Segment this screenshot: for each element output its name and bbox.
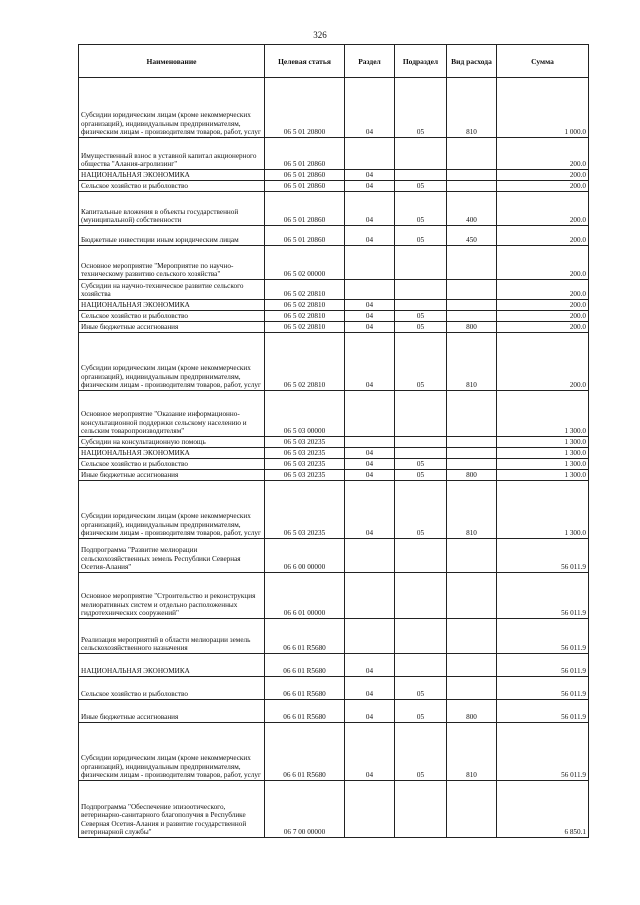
row-subsection: 05 bbox=[395, 311, 447, 322]
row-expense-type bbox=[447, 311, 497, 322]
row-section bbox=[345, 391, 395, 437]
row-name: Имущественный взнос в уставной капитал акционерного общества "Алания-агролизинг" bbox=[79, 138, 265, 170]
row-amount: 56 011.9 bbox=[497, 573, 589, 619]
table-row bbox=[79, 723, 589, 781]
table-row bbox=[79, 619, 589, 654]
row-section: 04 bbox=[345, 448, 395, 459]
row-name: Подпрограмма "Развитие мелиорации сельскохозяйственных земель Республики Северная Осетия-Алания" bbox=[79, 539, 265, 573]
row-expense-type bbox=[447, 391, 497, 437]
row-subsection bbox=[395, 539, 447, 573]
row-amount: 200.0 bbox=[497, 333, 589, 391]
row-amount: 6 850.1 bbox=[497, 781, 589, 838]
row-section: 04 bbox=[345, 459, 395, 470]
table-row bbox=[79, 246, 589, 280]
row-expense-type bbox=[447, 539, 497, 573]
row-amount: 1 000.0 bbox=[497, 78, 589, 138]
row-code: 06 5 02 20810 bbox=[265, 333, 345, 391]
row-subsection bbox=[395, 573, 447, 619]
row-subsection: 05 bbox=[395, 333, 447, 391]
row-name: НАЦИОНАЛЬНАЯ ЭКОНОМИКА bbox=[79, 448, 265, 459]
row-amount: 200.0 bbox=[497, 246, 589, 280]
table-row bbox=[79, 481, 589, 539]
row-section: 04 bbox=[345, 723, 395, 781]
row-code: 06 7 00 00000 bbox=[265, 781, 345, 838]
row-code: 06 5 01 20860 bbox=[265, 226, 345, 246]
row-amount: 200.0 bbox=[497, 280, 589, 300]
row-expense-type bbox=[447, 437, 497, 448]
row-section: 04 bbox=[345, 226, 395, 246]
table-row bbox=[79, 181, 589, 192]
row-code: 06 5 03 20235 bbox=[265, 459, 345, 470]
header-name: Наименование bbox=[79, 45, 265, 78]
row-section bbox=[345, 280, 395, 300]
row-amount: 1 300.0 bbox=[497, 437, 589, 448]
table-row bbox=[79, 138, 589, 170]
row-name: Основное мероприятие "Мероприятие по научно-техническому развитию сельского хозяйства" bbox=[79, 246, 265, 280]
row-expense-type bbox=[447, 300, 497, 311]
table-row bbox=[79, 170, 589, 181]
row-name: Сельское хозяйство и рыболовство bbox=[79, 311, 265, 322]
table-row bbox=[79, 700, 589, 723]
row-section: 04 bbox=[345, 311, 395, 322]
row-expense-type: 800 bbox=[447, 700, 497, 723]
row-code: 06 5 02 20810 bbox=[265, 280, 345, 300]
row-name: Сельское хозяйство и рыболовство bbox=[79, 181, 265, 192]
row-name: Субсидии на консультационную помощь bbox=[79, 437, 265, 448]
row-amount: 1 300.0 bbox=[497, 459, 589, 470]
row-amount: 1 300.0 bbox=[497, 391, 589, 437]
row-section: 04 bbox=[345, 170, 395, 181]
row-amount: 1 300.0 bbox=[497, 470, 589, 481]
row-subsection bbox=[395, 391, 447, 437]
row-code: 06 5 03 00000 bbox=[265, 391, 345, 437]
row-subsection bbox=[395, 619, 447, 654]
header-section: Раздел bbox=[345, 45, 395, 78]
table-row bbox=[79, 539, 589, 573]
row-expense-type bbox=[447, 280, 497, 300]
row-code: 06 5 03 20235 bbox=[265, 448, 345, 459]
row-expense-type bbox=[447, 170, 497, 181]
table-row bbox=[79, 470, 589, 481]
row-section: 04 bbox=[345, 300, 395, 311]
header-code: Целевая статья bbox=[265, 45, 345, 78]
table-row bbox=[79, 654, 589, 677]
table-row bbox=[79, 781, 589, 838]
table-row bbox=[79, 437, 589, 448]
row-amount: 200.0 bbox=[497, 322, 589, 333]
row-code: 06 5 03 20235 bbox=[265, 470, 345, 481]
row-section: 04 bbox=[345, 192, 395, 226]
row-section: 04 bbox=[345, 322, 395, 333]
row-name: Иные бюджетные ассигнования bbox=[79, 470, 265, 481]
row-expense-type bbox=[447, 448, 497, 459]
row-amount: 56 011.9 bbox=[497, 619, 589, 654]
row-name: Капитальные вложения в объекты государственной (муниципальной) собственности bbox=[79, 192, 265, 226]
row-expense-type: 810 bbox=[447, 723, 497, 781]
row-name: Подпрограмма "Обеспечение эпизоотического, ветеринарно-санитарного благополучия в Республике Северная Осетия-Алания и развитие государственной ветеринарной службы" bbox=[79, 781, 265, 838]
row-name: Иные бюджетные ассигнования bbox=[79, 700, 265, 723]
row-code: 06 6 01 R5680 bbox=[265, 619, 345, 654]
table-row bbox=[79, 448, 589, 459]
row-amount: 56 011.9 bbox=[497, 677, 589, 700]
row-expense-type bbox=[447, 654, 497, 677]
header-subsection: Подраздел bbox=[395, 45, 447, 78]
row-code: 06 5 02 20810 bbox=[265, 322, 345, 333]
row-section bbox=[345, 781, 395, 838]
row-expense-type: 810 bbox=[447, 333, 497, 391]
row-name: Сельское хозяйство и рыболовство bbox=[79, 677, 265, 700]
row-code: 06 5 02 20810 bbox=[265, 311, 345, 322]
row-expense-type: 400 bbox=[447, 192, 497, 226]
row-code: 06 6 01 R5680 bbox=[265, 700, 345, 723]
row-name: Бюджетные инвестиции иным юридическим лицам bbox=[79, 226, 265, 246]
row-amount: 1 300.0 bbox=[497, 448, 589, 459]
row-name: Иные бюджетные ассигнования bbox=[79, 322, 265, 333]
row-expense-type: 800 bbox=[447, 470, 497, 481]
row-name: Реализация мероприятий в области мелиорации земель сельскохозяйственного назначения bbox=[79, 619, 265, 654]
row-section bbox=[345, 539, 395, 573]
row-amount: 200.0 bbox=[497, 226, 589, 246]
row-code: 06 5 01 20860 bbox=[265, 181, 345, 192]
table-row bbox=[79, 226, 589, 246]
row-name: Субсидии юридическим лицам (кроме некоммерческих организаций), индивидуальным предпринимателям, физическим лицам - производителям товаров, работ, услуг bbox=[79, 78, 265, 138]
row-subsection bbox=[395, 654, 447, 677]
row-name: Субсидии юридическим лицам (кроме некоммерческих организаций), индивидуальным предпринимателям, физическим лицам - производителям товаров, работ, услуг bbox=[79, 481, 265, 539]
page-number: 326 bbox=[313, 30, 327, 40]
row-section: 04 bbox=[345, 654, 395, 677]
row-name: Субсидии юридическим лицам (кроме некоммерческих организаций), индивидуальным предпринимателям, физическим лицам - производителям товаров, работ, услуг bbox=[79, 333, 265, 391]
row-expense-type: 800 bbox=[447, 322, 497, 333]
row-subsection: 05 bbox=[395, 700, 447, 723]
table-header-row bbox=[79, 45, 589, 78]
row-section bbox=[345, 573, 395, 619]
row-code: 06 5 01 20800 bbox=[265, 78, 345, 138]
row-subsection: 05 bbox=[395, 322, 447, 333]
row-amount: 200.0 bbox=[497, 311, 589, 322]
row-subsection bbox=[395, 437, 447, 448]
row-subsection bbox=[395, 300, 447, 311]
row-code: 06 5 03 20235 bbox=[265, 481, 345, 539]
row-section: 04 bbox=[345, 78, 395, 138]
table-row bbox=[79, 459, 589, 470]
row-section bbox=[345, 437, 395, 448]
row-code: 06 5 01 20860 bbox=[265, 192, 345, 226]
row-expense-type bbox=[447, 459, 497, 470]
row-expense-type bbox=[447, 677, 497, 700]
row-subsection bbox=[395, 170, 447, 181]
row-amount: 56 011.9 bbox=[497, 654, 589, 677]
row-amount: 1 300.0 bbox=[497, 481, 589, 539]
row-code: 06 6 01 R5680 bbox=[265, 654, 345, 677]
row-amount: 200.0 bbox=[497, 138, 589, 170]
row-expense-type bbox=[447, 181, 497, 192]
row-section bbox=[345, 246, 395, 280]
row-name: Основное мероприятие "Строительство и реконструкция мелиоративных систем и отдельно расположенных гидротехнических сооружений" bbox=[79, 573, 265, 619]
row-code: 06 5 02 20810 bbox=[265, 300, 345, 311]
table-row bbox=[79, 573, 589, 619]
table-row bbox=[79, 677, 589, 700]
row-expense-type bbox=[447, 246, 497, 280]
row-subsection bbox=[395, 280, 447, 300]
row-subsection: 05 bbox=[395, 226, 447, 246]
row-expense-type: 450 bbox=[447, 226, 497, 246]
row-section bbox=[345, 138, 395, 170]
table-row bbox=[79, 300, 589, 311]
row-name: Основное мероприятие "Оказание информационно-консультационной поддержки сельскому населению и сельским товаропроизводителям" bbox=[79, 391, 265, 437]
row-amount: 56 011.9 bbox=[497, 539, 589, 573]
row-subsection: 05 bbox=[395, 677, 447, 700]
header-expense-type: Вид расхода bbox=[447, 45, 497, 78]
row-expense-type bbox=[447, 573, 497, 619]
row-subsection: 05 bbox=[395, 459, 447, 470]
table-row bbox=[79, 391, 589, 437]
row-section: 04 bbox=[345, 333, 395, 391]
row-code: 06 6 00 00000 bbox=[265, 539, 345, 573]
row-subsection bbox=[395, 781, 447, 838]
row-code: 06 5 01 20860 bbox=[265, 138, 345, 170]
row-code: 06 5 02 00000 bbox=[265, 246, 345, 280]
row-subsection: 05 bbox=[395, 470, 447, 481]
row-subsection: 05 bbox=[395, 78, 447, 138]
table-row bbox=[79, 192, 589, 226]
row-section: 04 bbox=[345, 700, 395, 723]
row-amount: 56 011.9 bbox=[497, 723, 589, 781]
table-row bbox=[79, 280, 589, 300]
row-name: Субсидии юридическим лицам (кроме некоммерческих организаций), индивидуальным предпринимателям, физическим лицам - производителям товаров, работ, услуг bbox=[79, 723, 265, 781]
row-name: Сельское хозяйство и рыболовство bbox=[79, 459, 265, 470]
table-row bbox=[79, 78, 589, 138]
table-row bbox=[79, 311, 589, 322]
row-amount: 200.0 bbox=[497, 170, 589, 181]
row-amount: 56 011.9 bbox=[497, 700, 589, 723]
row-expense-type bbox=[447, 138, 497, 170]
row-name: НАЦИОНАЛЬНАЯ ЭКОНОМИКА bbox=[79, 300, 265, 311]
row-code: 06 5 01 20860 bbox=[265, 170, 345, 181]
header-amount: Сумма bbox=[497, 45, 589, 78]
row-subsection bbox=[395, 138, 447, 170]
row-subsection: 05 bbox=[395, 723, 447, 781]
row-amount: 200.0 bbox=[497, 300, 589, 311]
row-expense-type bbox=[447, 781, 497, 838]
row-expense-type: 810 bbox=[447, 78, 497, 138]
row-amount: 200.0 bbox=[497, 181, 589, 192]
row-expense-type: 810 bbox=[447, 481, 497, 539]
row-expense-type bbox=[447, 619, 497, 654]
row-name: НАЦИОНАЛЬНАЯ ЭКОНОМИКА bbox=[79, 170, 265, 181]
row-code: 06 6 01 R5680 bbox=[265, 723, 345, 781]
row-code: 06 5 03 20235 bbox=[265, 437, 345, 448]
row-subsection: 05 bbox=[395, 181, 447, 192]
row-section: 04 bbox=[345, 181, 395, 192]
row-name: НАЦИОНАЛЬНАЯ ЭКОНОМИКА bbox=[79, 654, 265, 677]
row-subsection bbox=[395, 246, 447, 280]
row-subsection bbox=[395, 448, 447, 459]
row-section: 04 bbox=[345, 677, 395, 700]
row-section: 04 bbox=[345, 481, 395, 539]
row-name: Субсидии на научно-техническое развитие сельского хозяйства bbox=[79, 280, 265, 300]
table-row bbox=[79, 333, 589, 391]
row-section bbox=[345, 619, 395, 654]
row-subsection: 05 bbox=[395, 192, 447, 226]
row-code: 06 6 01 00000 bbox=[265, 573, 345, 619]
row-amount: 200.0 bbox=[497, 192, 589, 226]
row-subsection: 05 bbox=[395, 481, 447, 539]
table-row bbox=[79, 322, 589, 333]
row-section: 04 bbox=[345, 470, 395, 481]
row-code: 06 6 01 R5680 bbox=[265, 677, 345, 700]
budget-table bbox=[78, 44, 589, 838]
